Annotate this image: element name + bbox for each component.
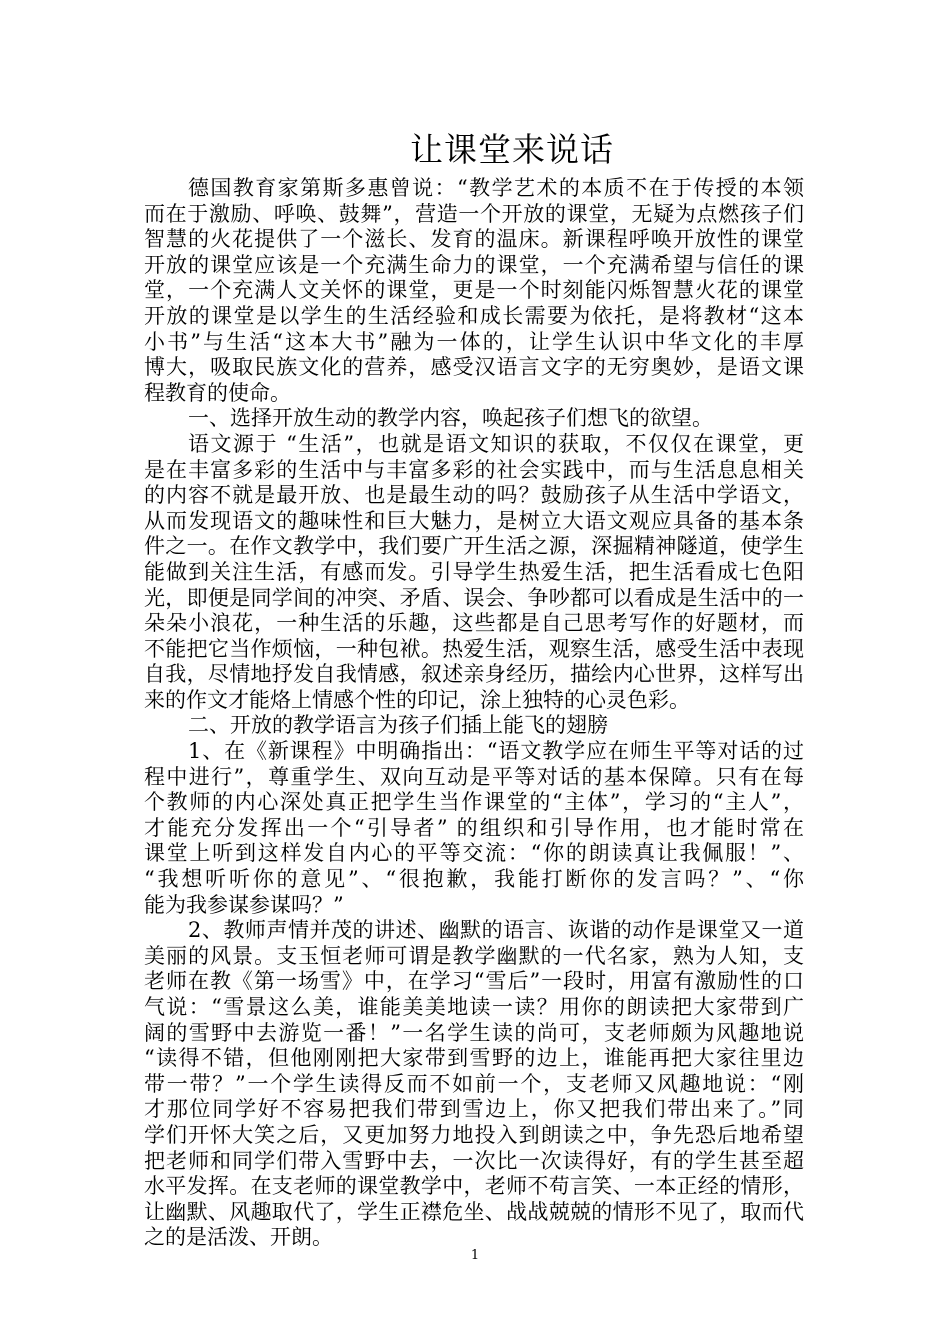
text-line: “我想听听你的意见”、“很抱歉，我能打断你的发言吗？”、“你: [144, 867, 804, 892]
text-line: 开放的课堂应该是一个充满生命力的课堂，一个充满希望与信任的课: [144, 252, 804, 277]
document-body: [144, 176, 804, 1251]
text-line: 阔的雪野中去游览一番！”一名学生读的尚可，支老师颇为风趣地说: [144, 1020, 804, 1045]
text-line: 的内容不就是最开放、也是最生动的吗？鼓励孩子从生活中学语文，: [144, 483, 804, 508]
text-line: 语文源于 “生活”，也就是语文知识的获取，不仅仅在课堂，更: [188, 431, 804, 456]
text-line: 1、在《新课程》中明确指出：“语文教学应在师生平等对话的过: [188, 739, 804, 764]
page-number: 1: [470, 1248, 480, 1263]
text-line: 是在丰富多彩的生活中与丰富多彩的社会实践中，而与生活息息相关: [144, 457, 804, 482]
text-line: 件之一。在作文教学中，我们要广开生活之源，深掘精神隧道，使学生: [144, 534, 804, 559]
text-line: 智慧的火花提供了一个滋长、发育的温床。新课程呼唤开放性的课堂: [144, 227, 804, 252]
text-line: 程教育的使命。: [144, 380, 291, 405]
text-line: 光，即便是同学间的冲突、矛盾、误会、争吵都可以看成是生活中的一: [144, 585, 804, 610]
text-line: 课堂上听到这样发自内心的平等交流：“你的朗读真让我佩服！”、: [144, 841, 804, 866]
text-line: 带一带？”一个学生读得反而不如前一个，支老师又风趣地说：“刚: [144, 1071, 804, 1096]
text-line: 气说：“雪景这么美，谁能美美地读一读？用你的朗读把大家带到广: [144, 995, 804, 1019]
text-line: 开放的课堂是以学生的生活经验和成长需要为依托，是将教材“这本: [144, 303, 804, 328]
text-line: 博大，吸取民族文化的营养，感受汉语言文字的无穷奥妙，是语文课: [144, 355, 804, 380]
text-line: 能为我参谋参谋吗？”: [144, 892, 344, 917]
text-line: 老师在教《第一场雪》中，在学习“雪后”一段时，用富有激励性的口: [144, 969, 804, 994]
text-line: 小书”与生活“这本大书”融为一体的，让学生认识中华文化的丰厚: [144, 329, 804, 354]
text-line: 二、开放的教学语言为孩子们插上能飞的翅膀: [188, 713, 608, 738]
text-line: 而在于激励、呼唤、鼓舞”，营造一个开放的课堂，无疑为点燃孩子们: [144, 201, 804, 226]
text-line: 让幽默、风趣取代了，学生正襟危坐、战战兢兢的情形不见了，取而代: [144, 1199, 804, 1224]
text-line: 个教师的内心深处真正把学生当作课堂的“主体”，学习的“主人”，: [144, 790, 804, 815]
text-line: 程中进行”，尊重学生、双向互动是平等对话的基本保障。只有在每: [144, 764, 804, 789]
text-line: “读得不错，但他刚刚把大家带到雪野的边上，谁能再把大家往里边: [144, 1046, 804, 1071]
text-line: 才能充分发挥出一个“引导者” 的组织和引导作用，也才能时常在: [144, 815, 804, 840]
text-line: 才那位同学好不容易把我们带到雪边上，你又把我们带出来了。”同: [144, 1097, 804, 1122]
text-line: 2、教师声情并茂的讲述、幽默的语言、诙谐的动作是课堂又一道: [188, 918, 804, 943]
text-line: 之的是活泼、开朗。: [144, 1225, 333, 1250]
text-line: 堂，一个充满人文关怀的课堂，更是一个时刻能闪烁智慧火花的课堂: [144, 278, 804, 303]
text-line: 德国教育家第斯多惠曾说：“教学艺术的本质不在于传授的本领: [188, 176, 804, 200]
text-line: 不能把它当作烦恼，一种包袱。热爱生活，观察生活，感受生活中表现: [144, 636, 804, 661]
text-line: 一、选择开放生动的教学内容，唤起孩子们想飞的欲望。: [188, 406, 713, 431]
text-line: 朵朵小浪花，一种生活的乐趣，这些都是自己思考写作的好题材，而: [144, 611, 804, 636]
document-title: 让课堂来说话: [410, 130, 614, 169]
text-line: 能做到关注生活，有感而发。引导学生热爱生活，把生活看成七色阳: [144, 559, 804, 584]
text-line: 美丽的风景。支玉恒老师可谓是教学幽默的一代名家，熟为人知，支: [144, 943, 804, 968]
text-line: 水平发挥。在支老师的课堂教学中，老师不苟言笑、一本正经的情形，: [144, 1174, 804, 1199]
text-line: 学们开怀大笑之后，又更加努力地投入到朗读之中，争先恐后地希望: [144, 1122, 804, 1147]
text-line: 来的作文才能烙上情感个性的印记，涂上独特的心灵色彩。: [144, 687, 690, 712]
text-line: 自我，尽情地抒发自我情感，叙述亲身经历，描绘内心世界，这样写出: [144, 662, 804, 687]
text-line: 从而发现语文的趣味性和巨大魅力，是树立大语文观应具备的基本条: [144, 508, 804, 533]
text-line: 把老师和同学们带入雪野中去，一次比一次读得好，有的学生甚至超: [144, 1148, 804, 1173]
